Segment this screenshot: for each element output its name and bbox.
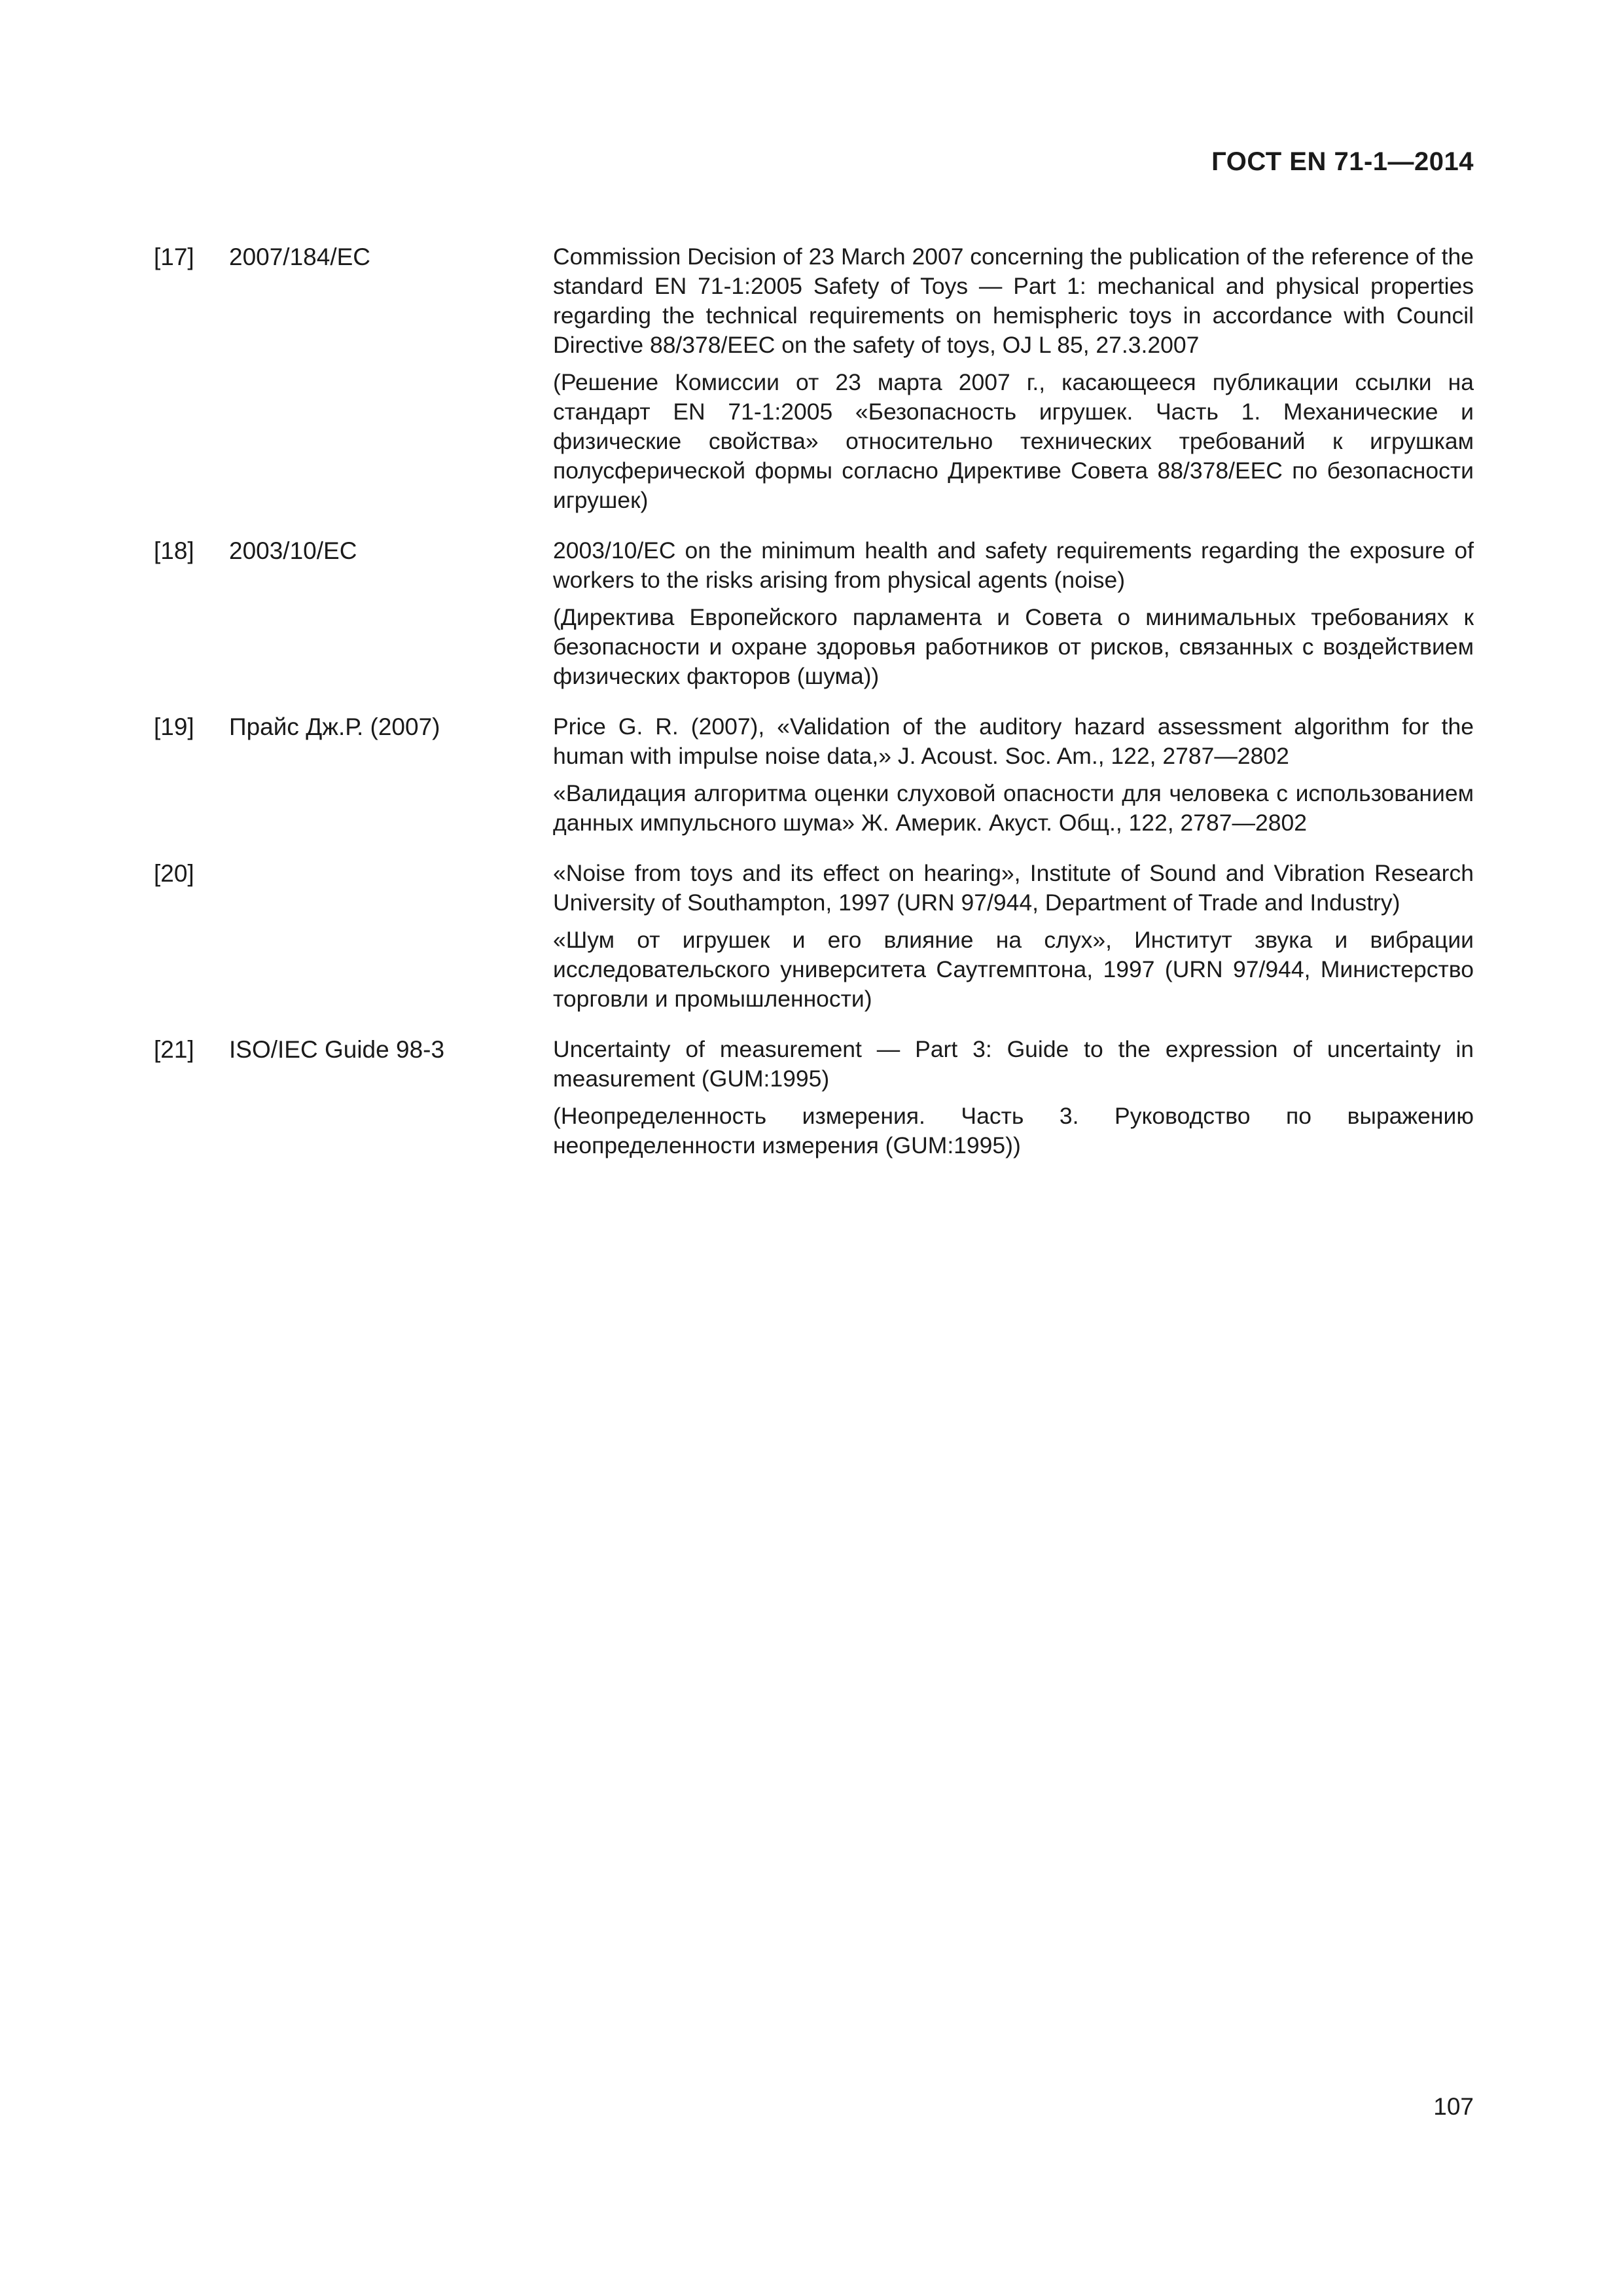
reference-text-ru: (Директива Европейского парламента и Совета о минимальных требованиях к безопасности и охране здоровья работников от рисков, связанных с воздействием физических факторов (шума)) [553,604,1474,689]
reference-description [553,859,1474,1014]
reference-entry [154,536,1474,691]
reference-text-en: Uncertainty of measurement — Part 3: Guide to the expression of uncertainty in measurement (GUM:1995) [553,1036,1474,1092]
reference-entry [154,242,1474,515]
page-header: ГОСТ EN 71-1—2014 [1211,147,1474,176]
reference-description [553,1035,1474,1160]
reference-code: Прайс Дж.Р. (2007) [229,713,440,740]
reference-code: ISO/IEC Guide 98-3 [229,1036,445,1063]
reference-text-ru: (Решение Комиссии от 23 марта 2007 г., касающееся публикации ссылки на стандарт EN 71-1:2005 «Безопасность игрушек. Часть 1. Механические и физические свойства» относительно технических требований к игрушкам полусферической формы согласно Директиве Совета 88/378/EEC по безопасности игрушек) [553,369,1474,513]
reference-text-en: Commission Decision of 23 March 2007 concerning the publication of the reference of the standard EN 71-1:2005 Safety of Toys — Part 1: mechanical and physical properties regarding the technical requirements on hemispheric toys in accordance with Council Directive 88/378/EEC on the safety of toys, OJ L 85, 27.3.2007 [553,243,1474,358]
reference-description [553,242,1474,515]
page-number: 107 [1433,2093,1474,2120]
reference-entry [154,859,1474,1014]
reference-text-ru: «Шум от игрушек и его влияние на слух», Институт звука и вибрации исследовательского университета Саутгемптона, 1997 (URN 97/944, Министерство торговли и промышленности) [553,927,1474,1012]
reference-description [553,712,1474,838]
reference-number: [20] [154,860,194,887]
reference-code: 2003/10/EC [229,537,357,564]
reference-number: [19] [154,713,194,740]
reference-text-en: 2003/10/EC on the minimum health and safety requirements regarding the exposure of workers to the risks arising from physical agents (noise) [553,537,1474,593]
reference-description [553,536,1474,691]
reference-number: [18] [154,537,194,564]
reference-text-ru: (Неопределенность измерения. Часть 3. Руководство по выражению неопределенности измерения (GUM:1995)) [553,1103,1474,1158]
reference-number: [21] [154,1036,194,1063]
reference-code: 2007/184/EC [229,243,371,270]
reference-text-en: «Noise from toys and its effect on hearing», Institute of Sound and Vibration Research University of Southampton, 1997 (URN 97/944, Department of Trade and Industry) [553,860,1474,916]
reference-text-ru: «Валидация алгоритма оценки слуховой опасности для человека с использованием данных импульсного шума» Ж. Америк. Акуст. Общ., 122, 2787—2802 [553,780,1474,836]
reference-entry [154,712,1474,838]
reference-number: [17] [154,243,194,270]
bibliography-list [154,242,1474,1181]
reference-entry [154,1035,1474,1160]
reference-text-en: Price G. R. (2007), «Validation of the auditory hazard assessment algorithm for the human with impulse noise data,» J. Acoust. Soc. Am., 122, 2787—2802 [553,713,1474,769]
